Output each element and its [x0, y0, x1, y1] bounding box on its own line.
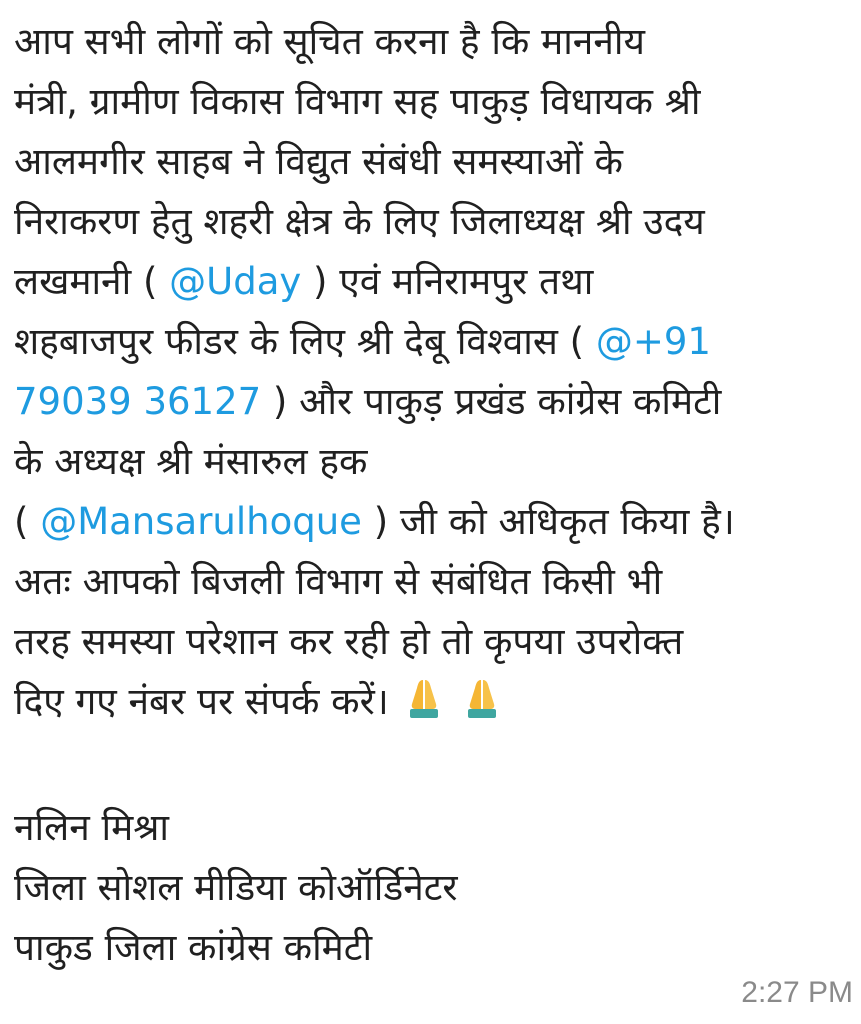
message-text: लखमानी (: [14, 260, 170, 303]
folded-hands-emoji: [401, 674, 447, 720]
mention-phone[interactable]: @+91: [595, 320, 711, 363]
signature-name: नलिन मिश्रा: [14, 806, 169, 849]
message-text: शहबाजपुर फीडर के लिए श्री देबू विश्वास (: [14, 320, 596, 363]
mention-phone[interactable]: 79039 36127: [14, 380, 262, 423]
message-text: दिए गए नंबर पर संपर्क करें।: [14, 680, 389, 723]
message-line: [14, 372, 847, 432]
mention-mansarulhoque[interactable]: @Mansarulhoque: [40, 500, 362, 543]
message-text: ) और पाकुड़ प्रखंड कांग्रेस कमिटी: [261, 380, 722, 423]
signature-title: जिला सोशल मीडिया कोऑर्डिनेटर: [14, 866, 458, 909]
message-line: [14, 252, 847, 312]
message-line: [14, 672, 847, 732]
message-line: [14, 312, 847, 372]
message-line: निराकरण हेतु शहरी क्षेत्र के लिए जिलाध्यक्ष श्री उदय: [14, 200, 705, 243]
message-line: आप सभी लोगों को सूचित करना है कि माननीय: [14, 20, 645, 63]
message-line: तरह समस्या परेशान कर रही हो तो कृपया उपरोक्त: [14, 620, 684, 663]
message-line: [14, 492, 847, 552]
message-text: ) एवं मनिरामपुर तथा: [301, 260, 594, 303]
message-text: ) जी को अधिकृत किया है।: [361, 500, 735, 543]
message-line: मंत्री, ग्रामीण विकास विभाग सह पाकुड़ विधायक श्री: [14, 80, 701, 123]
message-line: अतः आपको बिजली विभाग से संबंधित किसी भी: [14, 560, 663, 603]
blank-line: [14, 732, 847, 798]
folded-hands-emoji: [459, 674, 505, 720]
message-line: आलमगीर साहब ने विद्युत संबंधी समस्याओं के: [14, 140, 623, 183]
message-timestamp: 2:27 PM: [741, 976, 853, 1009]
signature-org: पाकुड जिला कांग्रेस कमिटी: [14, 926, 373, 969]
mention-uday[interactable]: @Uday: [169, 260, 302, 303]
message-line: के अध्यक्ष श्री मंसारुल हक: [14, 440, 368, 483]
message-text: (: [14, 500, 41, 543]
